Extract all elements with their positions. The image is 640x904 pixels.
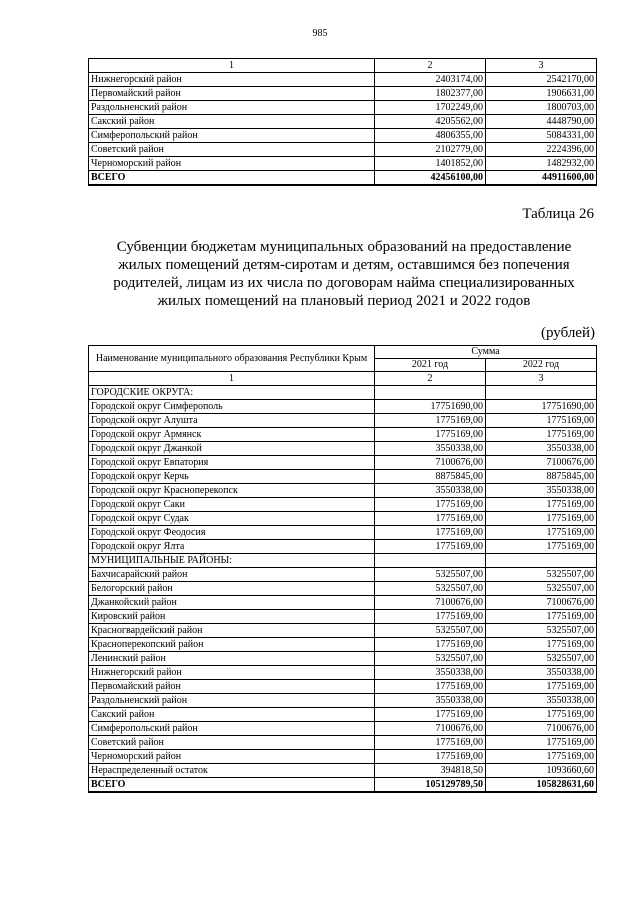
title-line: жилых помещений детям-сиротам и детям, оставшимся без попечения xyxy=(118,257,570,273)
row-name: Белогорский район xyxy=(89,582,375,596)
table-row xyxy=(89,736,597,750)
value-2022: 1775169,00 xyxy=(486,736,597,750)
row-name: Сакский район xyxy=(89,115,375,129)
value-2021: 3550338,00 xyxy=(375,666,486,680)
table-row xyxy=(89,722,597,736)
table-row xyxy=(89,708,597,722)
value-2022: 44911600,00 xyxy=(486,171,597,186)
value-2022: 3550338,00 xyxy=(486,442,597,456)
value-2022: 1775169,00 xyxy=(486,512,597,526)
column-number-row xyxy=(89,59,597,73)
table-row xyxy=(89,115,597,129)
row-name: Городской округ Судак xyxy=(89,512,375,526)
value-2022: 1775169,00 xyxy=(486,428,597,442)
table-row xyxy=(89,568,597,582)
table-row xyxy=(89,498,597,512)
table-row xyxy=(89,143,597,157)
table-row xyxy=(89,470,597,484)
value-2022: 3550338,00 xyxy=(486,694,597,708)
row-name: Бахчисарайский район xyxy=(89,568,375,582)
value-2022: 2224396,00 xyxy=(486,143,597,157)
title-line: родителей, лицам из их числа по договорам найма специализированных xyxy=(113,275,575,291)
row-name: Городской округ Джанкой xyxy=(89,442,375,456)
table-label: Таблица 26 xyxy=(522,206,594,222)
value-2022: 105828631,60 xyxy=(486,778,597,793)
row-name: Городской округ Симферополь xyxy=(89,400,375,414)
table-row xyxy=(89,526,597,540)
value-2022: 1775169,00 xyxy=(486,638,597,652)
header-2022: 2022 год xyxy=(486,359,597,372)
value-2021: 1775169,00 xyxy=(375,750,486,764)
value-2022: 5325507,00 xyxy=(486,624,597,638)
value-2022: 1775169,00 xyxy=(486,750,597,764)
value-2021: 1775169,00 xyxy=(375,540,486,554)
value-2021: 2403174,00 xyxy=(375,73,486,87)
row-name: Советский район xyxy=(89,736,375,750)
column-number: 2 xyxy=(375,59,486,73)
value-2021: 1775169,00 xyxy=(375,512,486,526)
section-label: МУНИЦИПАЛЬНЫЕ РАЙОНЫ: xyxy=(89,554,375,568)
table-title xyxy=(90,238,598,310)
value-2022: 7100676,00 xyxy=(486,456,597,470)
value-2022: 7100676,00 xyxy=(486,596,597,610)
value-2022: 4448790,00 xyxy=(486,115,597,129)
row-name: Красногвардейский район xyxy=(89,624,375,638)
value-2022: 5084331,00 xyxy=(486,129,597,143)
table-row xyxy=(89,666,597,680)
row-name: Джанкойский район xyxy=(89,596,375,610)
row-name: Черноморский район xyxy=(89,157,375,171)
row-name: ВСЕГО xyxy=(89,171,375,186)
empty-cell xyxy=(486,386,597,400)
row-name: Городской округ Евпатория xyxy=(89,456,375,470)
value-2021: 5325507,00 xyxy=(375,568,486,582)
value-2022: 1775169,00 xyxy=(486,414,597,428)
row-name: Первомайский район xyxy=(89,87,375,101)
row-name: Советский район xyxy=(89,143,375,157)
value-2022: 5325507,00 xyxy=(486,568,597,582)
row-name: Симферопольский район xyxy=(89,129,375,143)
value-2021: 1775169,00 xyxy=(375,680,486,694)
table-row xyxy=(89,400,597,414)
value-2022: 1775169,00 xyxy=(486,610,597,624)
value-2021: 1775169,00 xyxy=(375,498,486,512)
table-row xyxy=(89,540,597,554)
column-number: 3 xyxy=(486,372,597,386)
value-2021: 394818,50 xyxy=(375,764,486,778)
section-label: ГОРОДСКИЕ ОКРУГА: xyxy=(89,386,375,400)
section-row xyxy=(89,386,597,400)
table-row xyxy=(89,764,597,778)
header-municipality: Наименование муниципального образования Республики Крым xyxy=(89,346,375,372)
table-row xyxy=(89,157,597,171)
value-2021: 1775169,00 xyxy=(375,428,486,442)
table-row xyxy=(89,638,597,652)
table-row xyxy=(89,442,597,456)
value-2021: 1775169,00 xyxy=(375,736,486,750)
value-2021: 8875845,00 xyxy=(375,470,486,484)
row-name: Ленинский район xyxy=(89,652,375,666)
row-name: Кировский район xyxy=(89,610,375,624)
row-name: Городской округ Ялта xyxy=(89,540,375,554)
header-row xyxy=(89,346,597,359)
value-2021: 5325507,00 xyxy=(375,582,486,596)
value-2021: 2102779,00 xyxy=(375,143,486,157)
value-2021: 17751690,00 xyxy=(375,400,486,414)
table-row xyxy=(89,101,597,115)
value-2021: 5325507,00 xyxy=(375,624,486,638)
currency-unit: (рублей) xyxy=(540,325,595,341)
value-2021: 5325507,00 xyxy=(375,652,486,666)
table-row xyxy=(89,428,597,442)
value-2022: 5325507,00 xyxy=(486,582,597,596)
value-2021: 1702249,00 xyxy=(375,101,486,115)
empty-cell xyxy=(375,554,486,568)
row-name: ВСЕГО xyxy=(89,778,375,793)
row-name: Красноперекопский район xyxy=(89,638,375,652)
table-row xyxy=(89,484,597,498)
value-2021: 105129789,50 xyxy=(375,778,486,793)
value-2021: 3550338,00 xyxy=(375,484,486,498)
empty-cell xyxy=(375,386,486,400)
row-name: Городской округ Саки xyxy=(89,498,375,512)
value-2021: 1775169,00 xyxy=(375,638,486,652)
value-2021: 4205562,00 xyxy=(375,115,486,129)
table-row xyxy=(89,680,597,694)
value-2022: 17751690,00 xyxy=(486,400,597,414)
top-table-body xyxy=(89,59,597,186)
subvention-table-body xyxy=(89,346,597,793)
value-2021: 1775169,00 xyxy=(375,414,486,428)
row-name: Нижнегорский район xyxy=(89,666,375,680)
page-number: 985 xyxy=(312,28,328,39)
value-2022: 1906631,00 xyxy=(486,87,597,101)
column-number: 1 xyxy=(89,372,375,386)
total-row xyxy=(89,171,597,186)
value-2021: 1802377,00 xyxy=(375,87,486,101)
table-row xyxy=(89,582,597,596)
table-row xyxy=(89,73,597,87)
table-row xyxy=(89,624,597,638)
row-name: Раздольненский район xyxy=(89,101,375,115)
table-row xyxy=(89,694,597,708)
column-number-row xyxy=(89,372,597,386)
value-2022: 8875845,00 xyxy=(486,470,597,484)
value-2021: 7100676,00 xyxy=(375,596,486,610)
column-number: 3 xyxy=(486,59,597,73)
value-2021: 1401852,00 xyxy=(375,157,486,171)
value-2022: 3550338,00 xyxy=(486,666,597,680)
value-2021: 1775169,00 xyxy=(375,708,486,722)
table-row xyxy=(89,87,597,101)
table-row xyxy=(89,129,597,143)
column-number: 2 xyxy=(375,372,486,386)
table-row xyxy=(89,596,597,610)
title-line: Субвенции бюджетам муниципальных образований на предоставление xyxy=(116,239,572,255)
row-name: Черноморский район xyxy=(89,750,375,764)
table-row xyxy=(89,414,597,428)
header-sum: Сумма xyxy=(375,346,597,359)
empty-cell xyxy=(486,554,597,568)
value-2021: 1775169,00 xyxy=(375,526,486,540)
value-2021: 4806355,00 xyxy=(375,129,486,143)
value-2022: 1775169,00 xyxy=(486,540,597,554)
row-name: Симферопольский район xyxy=(89,722,375,736)
value-2022: 1800703,00 xyxy=(486,101,597,115)
value-2021: 1775169,00 xyxy=(375,610,486,624)
value-2021: 3550338,00 xyxy=(375,442,486,456)
value-2021: 7100676,00 xyxy=(375,722,486,736)
table-row xyxy=(89,652,597,666)
row-name: Первомайский район xyxy=(89,680,375,694)
value-2022: 1482932,00 xyxy=(486,157,597,171)
row-name: Сакский район xyxy=(89,708,375,722)
value-2021: 42456100,00 xyxy=(375,171,486,186)
section-row xyxy=(89,554,597,568)
table-row xyxy=(89,750,597,764)
table-row xyxy=(89,512,597,526)
top-table xyxy=(88,58,597,186)
table-row xyxy=(89,456,597,470)
table-row xyxy=(89,610,597,624)
row-name: Городской округ Красноперекопск xyxy=(89,484,375,498)
value-2022: 1775169,00 xyxy=(486,680,597,694)
row-name: Городской округ Керчь xyxy=(89,470,375,484)
value-2022: 1775169,00 xyxy=(486,526,597,540)
row-name: Городской округ Армянск xyxy=(89,428,375,442)
value-2022: 1093660,60 xyxy=(486,764,597,778)
value-2021: 3550338,00 xyxy=(375,694,486,708)
row-name: Нижнегорский район xyxy=(89,73,375,87)
value-2022: 2542170,00 xyxy=(486,73,597,87)
title-line: жилых помещений на плановый период 2021 и 2022 годов xyxy=(157,293,531,309)
total-row xyxy=(89,778,597,793)
value-2022: 7100676,00 xyxy=(486,722,597,736)
row-name: Городской округ Феодосия xyxy=(89,526,375,540)
value-2022: 3550338,00 xyxy=(486,484,597,498)
value-2022: 1775169,00 xyxy=(486,498,597,512)
value-2022: 1775169,00 xyxy=(486,708,597,722)
column-number: 1 xyxy=(89,59,375,73)
value-2021: 7100676,00 xyxy=(375,456,486,470)
row-name: Городской округ Алушта xyxy=(89,414,375,428)
value-2022: 5325507,00 xyxy=(486,652,597,666)
row-name: Нераспределенный остаток xyxy=(89,764,375,778)
row-name: Раздольненский район xyxy=(89,694,375,708)
subvention-table xyxy=(88,345,597,793)
header-2021: 2021 год xyxy=(375,359,486,372)
